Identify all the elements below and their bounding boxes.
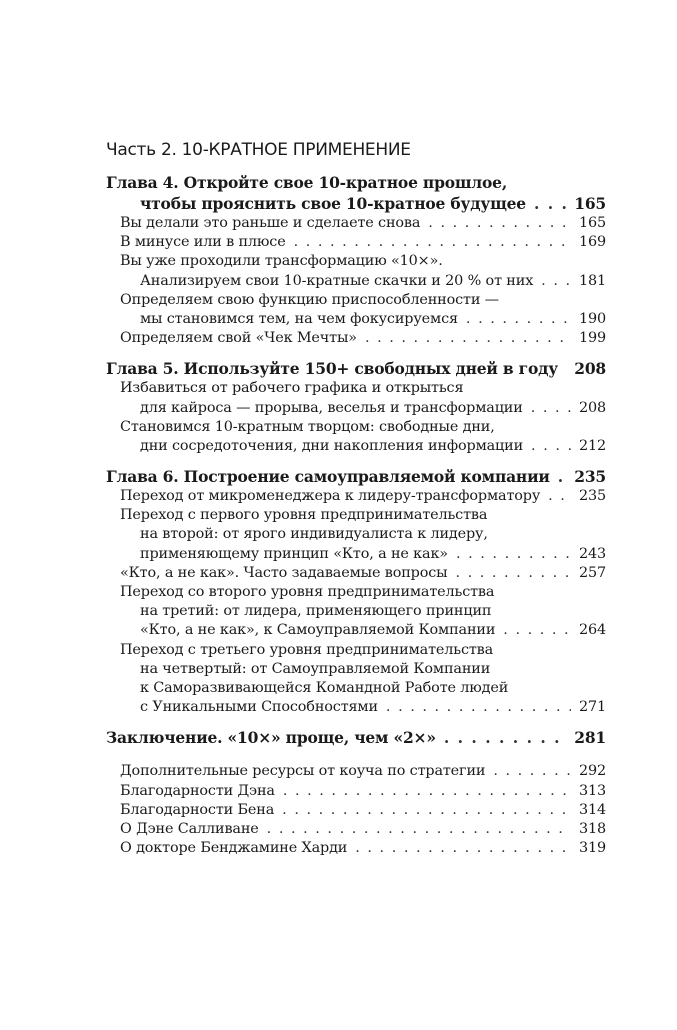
chapter-title-text: Глава 5. Используйте 150+ свободных дней в году <box>106 359 558 379</box>
page-number: 314 <box>578 801 606 818</box>
chapter-title-line <box>106 466 606 487</box>
entry-text: «Кто, а не как». Часто задаваемые вопросы <box>120 564 448 581</box>
toc-entry[interactable] <box>106 418 606 456</box>
entry-line <box>106 621 606 640</box>
entry-text: Благодарности Бена <box>120 801 275 818</box>
dot-leader <box>282 801 571 820</box>
table-of-contents <box>106 172 606 858</box>
chapter-title-text: Глава 6. Построение самоуправляемой компании <box>106 467 550 487</box>
dot-leader <box>267 820 571 839</box>
part-title: Часть 2. 10-КРАТНОЕ ПРИМЕНЕНИЕ <box>106 140 411 160</box>
dot-leader <box>541 272 571 291</box>
chapter-title-line <box>106 193 606 214</box>
entry-line <box>106 487 606 506</box>
toc-entry[interactable] <box>106 641 606 718</box>
entry-line <box>106 437 606 456</box>
entry-text: Анализируем свои 10-кратные скачки и 20 % от них <box>140 272 534 289</box>
page-number: 257 <box>578 564 606 581</box>
entry-text: для кайроса — прорыва, веселья и трансформации <box>140 399 523 416</box>
entry-text: О докторе Бенджамине Харди <box>120 840 348 857</box>
dot-leader <box>466 310 571 329</box>
toc-entry[interactable] <box>106 762 606 781</box>
page-number: 271 <box>578 699 606 716</box>
entry-line <box>106 782 606 801</box>
entry-line <box>106 839 606 858</box>
chapter-section <box>106 727 606 858</box>
page-number: 313 <box>578 782 606 799</box>
page-number: 208 <box>578 399 606 416</box>
entry-text: Вы уже проходили трансформацию «10×». <box>120 253 443 270</box>
toc-entry[interactable] <box>106 820 606 839</box>
entry-text: Переход со второго уровня предпринимательства <box>120 584 495 600</box>
chapter-title-text: чтобы прояснить свое 10-кратное будущее <box>140 194 526 213</box>
entry-text: Становимся 10-кратным творцом: свободные дни, <box>120 418 495 435</box>
entry-line <box>106 762 606 781</box>
toc-entry[interactable] <box>106 801 606 820</box>
dot-leader <box>428 214 571 233</box>
entry-line <box>106 252 606 271</box>
page-number: 199 <box>578 330 606 347</box>
chapter-title-text: Заключение. «10×» проще, чем «2×» <box>106 728 436 748</box>
entry-text: Благодарности Дэна <box>120 782 275 799</box>
toc-entry[interactable] <box>106 839 606 858</box>
entry-line <box>106 214 606 233</box>
entry-line <box>106 545 606 564</box>
entry-text: на третий: от лидера, применяющего принцип <box>140 603 492 620</box>
entry-text: Вы делали это раньше и сделаете снова <box>120 215 421 231</box>
entry-line <box>106 272 606 291</box>
entry-line <box>106 820 606 839</box>
toc-entry[interactable] <box>106 329 606 348</box>
entry-line <box>106 698 606 717</box>
chapter-title-text: Глава 4. Откройте свое 10-кратное прошлое, <box>106 173 508 192</box>
dot-leader <box>503 621 571 640</box>
entry-text: на второй: от ярого индивидуалиста к лидеру, <box>140 526 488 543</box>
entry-text: О Дэне Салливане <box>120 820 259 837</box>
dot-leader <box>283 782 571 801</box>
toc-entry[interactable] <box>106 583 606 641</box>
entry-line <box>106 660 606 679</box>
dot-leader <box>534 193 566 214</box>
toc-entry[interactable] <box>106 782 606 801</box>
entry-text: «Кто, а не как», к Самоуправляемой Компании <box>140 622 496 639</box>
dot-leader <box>493 762 571 781</box>
toc-entry[interactable] <box>106 379 606 417</box>
dot-leader <box>386 698 571 717</box>
entry-line <box>106 564 606 583</box>
entry-line <box>106 418 606 437</box>
toc-entry[interactable] <box>106 291 606 329</box>
entry-text: Переход от микроменеджера к лидеру-трансформатору <box>120 488 541 505</box>
entry-line <box>106 506 606 525</box>
chapter-section <box>106 466 606 717</box>
page-number: 243 <box>578 545 606 562</box>
dot-leader <box>456 545 571 564</box>
chapter-title-line <box>106 358 606 379</box>
entry-line <box>106 291 606 310</box>
entry-line <box>106 801 606 820</box>
dot-leader <box>294 233 571 252</box>
page-number: 212 <box>578 437 606 454</box>
page-number: 208 <box>574 359 606 379</box>
page-number: 292 <box>578 763 606 780</box>
toc-entry[interactable] <box>106 564 606 583</box>
chapter-title-line <box>106 172 606 193</box>
dot-leader <box>455 564 571 583</box>
entry-text: В минусе или в плюсе <box>120 234 286 251</box>
toc-entry[interactable] <box>106 233 606 252</box>
entry-text: мы становимся тем, на чем фокусируемся <box>140 310 458 327</box>
entry-line <box>106 379 606 398</box>
page-number: 181 <box>578 272 606 289</box>
chapter-title-line <box>106 727 606 748</box>
page-number: 281 <box>574 728 606 748</box>
spacer <box>106 748 606 762</box>
entry-text: Избавиться от рабочего графика и открыться <box>120 380 464 397</box>
toc-entry[interactable] <box>106 252 606 290</box>
entry-line <box>106 525 606 544</box>
entry-text: на четвертый: от Самоуправляемой Компании <box>140 660 491 677</box>
entry-line <box>106 602 606 621</box>
entry-text: Переход с первого уровня предпринимательства <box>120 507 488 524</box>
dot-leader <box>548 487 571 506</box>
dot-leader <box>365 329 571 348</box>
entry-text: Определяем свой «Чек Мечты» <box>120 330 357 347</box>
toc-entry[interactable] <box>106 506 606 564</box>
page-number: 264 <box>578 622 606 639</box>
toc-entry[interactable] <box>106 487 606 506</box>
page-number: 190 <box>578 310 606 327</box>
toc-entry[interactable] <box>106 214 606 233</box>
page-number: 318 <box>578 820 606 837</box>
entry-text: Переход с третьего уровня предпринимательства <box>120 641 494 658</box>
entry-text: применяющему принцип «Кто, а не как» <box>140 545 448 562</box>
page-number: 165 <box>574 194 606 213</box>
dot-leader <box>444 727 566 748</box>
entry-text: с Уникальными Способностями <box>140 699 378 716</box>
dot-leader <box>531 437 571 456</box>
entry-line <box>106 679 606 698</box>
entry-text: Дополнительные ресурсы от коуча по стратегии <box>120 763 486 780</box>
entry-line <box>106 233 606 252</box>
dot-leader <box>355 839 571 858</box>
page-number: 319 <box>578 840 606 857</box>
entry-line <box>106 399 606 418</box>
entry-line <box>106 310 606 329</box>
dot-leader <box>531 399 571 418</box>
page-number: 165 <box>578 215 606 231</box>
page-number: 235 <box>574 467 606 487</box>
entry-line <box>106 329 606 348</box>
entry-text: дни сосредоточения, дни накопления информации <box>140 437 524 454</box>
chapter-section <box>106 358 606 456</box>
entry-text: к Саморазвивающейся Командной Работе людей <box>140 679 509 696</box>
entry-text: Определяем свою функцию приспособленности — <box>120 291 499 308</box>
page-number: 235 <box>578 488 606 505</box>
chapter-section <box>106 172 606 348</box>
entry-line <box>106 641 606 660</box>
dot-leader <box>558 466 567 487</box>
page-number: 169 <box>578 234 606 251</box>
entry-line <box>106 583 606 602</box>
